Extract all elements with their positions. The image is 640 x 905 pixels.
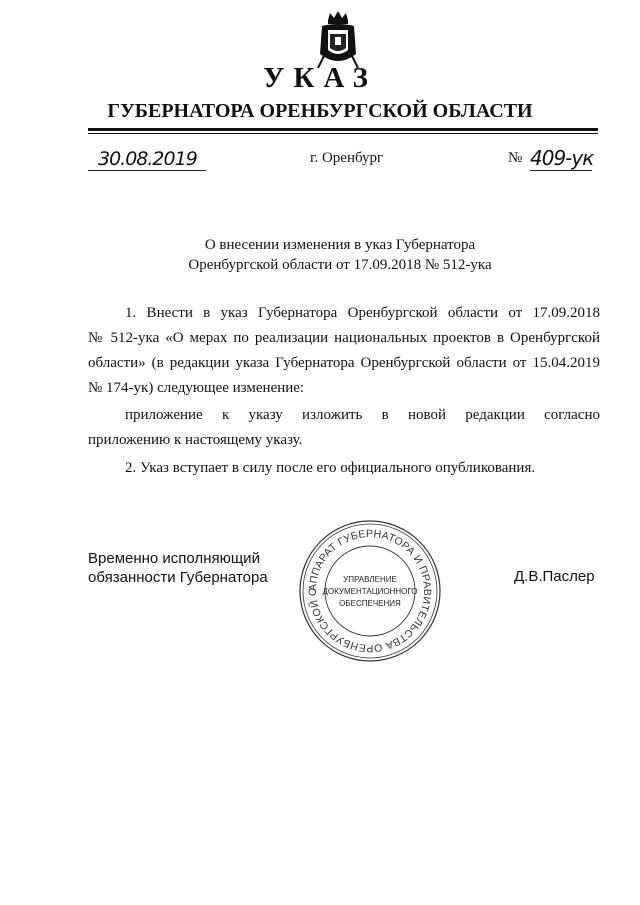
signatory-position-line: Временно исполняющий [88, 550, 260, 567]
signatory-position [88, 549, 268, 587]
paragraph-line: № 512-ука «О мерах по реализации национальных проектов в Оренбургской [88, 330, 600, 346]
paragraph-2: 2. Указ вступает в силу после его официального опубликования. [125, 460, 536, 476]
header-rule-thin [88, 133, 598, 134]
paragraph-line: приложение к указу изложить в новой редакции согласно [125, 407, 600, 423]
header-rule-thick [88, 128, 598, 131]
document-subject [140, 235, 540, 275]
paragraph-1 [88, 301, 600, 401]
paragraph-line: 1. Внести в указ Губернатора Оренбургской области от 17.09.2018 [125, 305, 600, 321]
stamp-line: ДОКУМЕНТАЦИОННОГО [322, 587, 418, 596]
date-underline [88, 170, 206, 171]
document-subject-line: О внесении изменения в указ Губернатора [204, 237, 476, 253]
document-subject-line: Оренбургской области от 17.09.2018 № 512-ука [188, 257, 492, 273]
paragraph-line: № 174-ук) следующее изменение: [88, 380, 305, 396]
stamp-line: ОБЕСПЕЧЕНИЯ [339, 599, 401, 608]
orenburg-coat-of-arms-icon [314, 10, 362, 70]
document-city: г. Оренбург [310, 150, 384, 166]
paragraph-line: области» (в редакции указа Губернатора Оренбургской области от 15.04.2019 [88, 355, 600, 371]
signatory-position-line: обязанности Губернатора [88, 569, 268, 586]
number-underline [530, 170, 592, 171]
document-type-title: УКАЗ [263, 62, 377, 94]
issuer-title: ГУБЕРНАТОРА ОРЕНБУРГСКОЙ ОБЛАСТИ [107, 100, 533, 122]
signatory-name: Д.В.Паслер [514, 568, 595, 585]
document-number: 409-ук [530, 146, 594, 170]
paragraph-line: приложению к настоящему указу. [88, 432, 303, 448]
official-stamp [298, 519, 442, 663]
document-date: 30.08.2019 [98, 148, 197, 170]
paragraph-1-change [88, 403, 600, 453]
stamp-line: УПРАВЛЕНИЕ [343, 575, 397, 584]
stamp-ring-text: АППАРАТ ГУБЕРНАТОРА И ПРАВИТЕЛЬСТВА ОРЕНБУРГСКОЙ О [306, 527, 434, 655]
number-sign: № [508, 150, 523, 166]
